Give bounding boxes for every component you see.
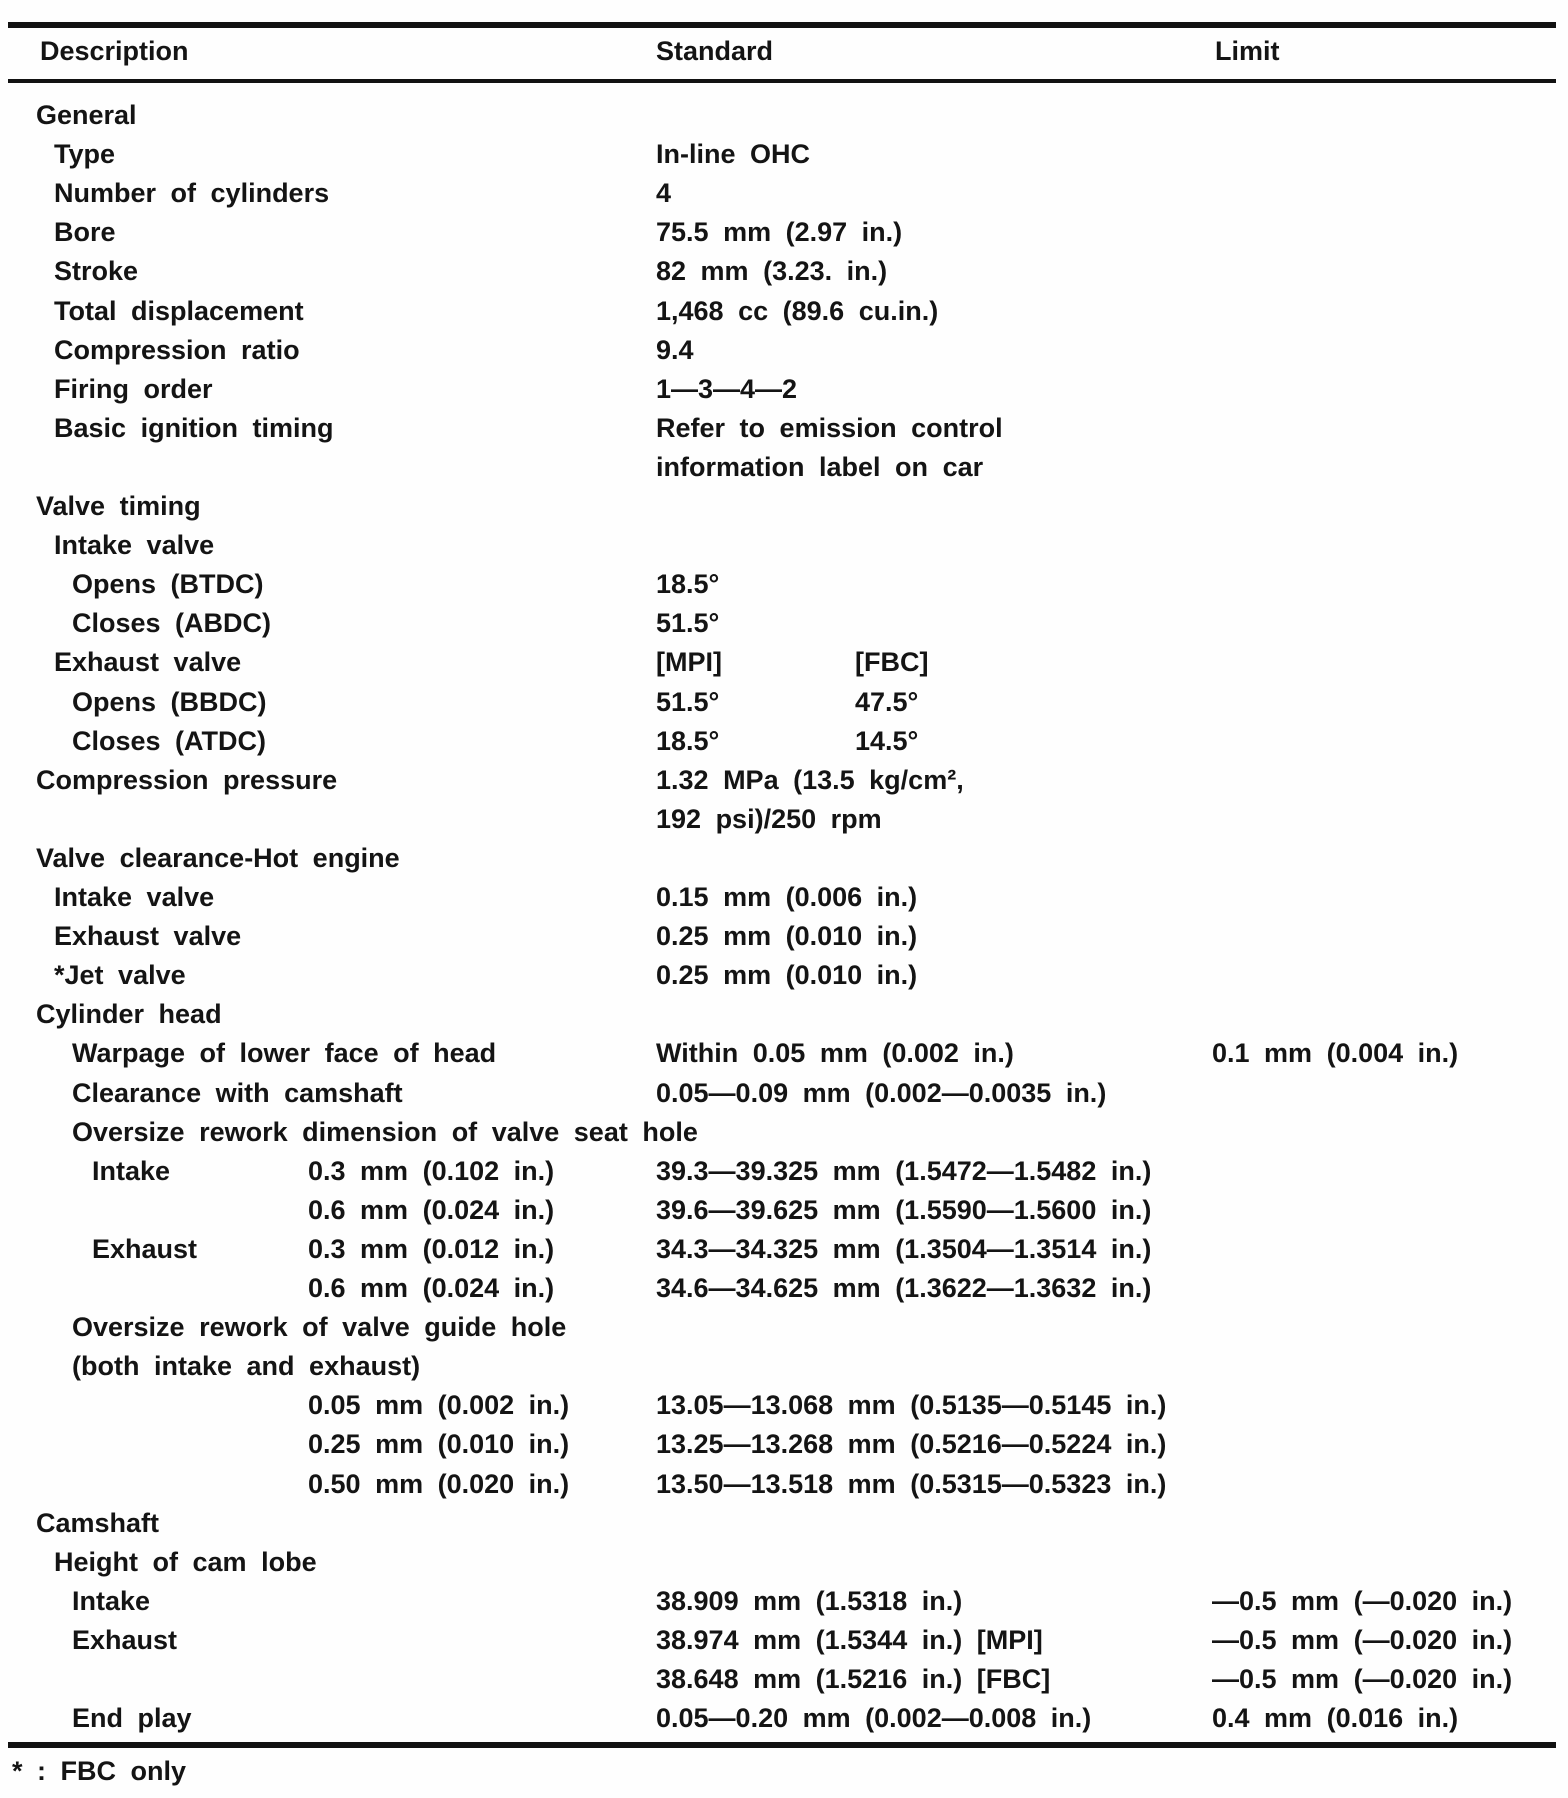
cell-std: 0.15 mm (0.006 in.) (656, 882, 918, 912)
table-row (0, 1547, 1568, 1586)
cell-std: 9.4 (656, 334, 694, 365)
cell-std: 82 mm (3.23. in.) (656, 256, 888, 287)
cell-std: 34.6—34.625 mm (1.3622—1.3632 in.) (656, 1273, 1152, 1303)
cell-std: 39.3—39.325 mm (1.5472—1.5482 in.) (656, 1155, 1152, 1186)
cell-limit: —0.5 mm (—0.020 in.) (1212, 1664, 1513, 1694)
table-row (0, 687, 1568, 726)
table-row (0, 178, 1568, 217)
cell-std: 18.5° (656, 569, 720, 600)
cell-desc: Closes (ATDC) (72, 725, 267, 756)
table-row (0, 1664, 1568, 1703)
table-row (0, 1038, 1568, 1077)
table-row (0, 1625, 1568, 1664)
table-row (0, 374, 1568, 413)
cell-std: 39.6—39.625 mm (1.5590—1.5600 in.) (656, 1194, 1152, 1225)
cell-desc: Number of cylinders (54, 178, 330, 209)
cell-std: 4 (656, 178, 672, 209)
cell-std: 0.05—0.09 mm (0.002—0.0035 in.) (656, 1077, 1107, 1108)
table-row (0, 569, 1568, 608)
cell-std: 0.25 mm (0.010 in.) (656, 960, 918, 991)
cell-desc: Opens (BBDC) (72, 686, 267, 717)
table-row (0, 726, 1568, 765)
cell-desc: Opens (BTDC) (72, 569, 264, 600)
cell-std: 1—3—4—2 (656, 373, 798, 404)
cell-desc: Stroke (54, 256, 139, 287)
cell-std2: [FBC] (855, 647, 929, 678)
cell-desc: Cylinder head (36, 999, 222, 1030)
table-row (0, 217, 1568, 256)
cell-std: 75.5 mm (2.97 in.) (656, 217, 903, 248)
cell-desc2: 0.6 mm (0.024 in.) (308, 1273, 555, 1303)
cell-desc2: 0.3 mm (0.102 in.) (308, 1155, 555, 1186)
cell-std: 51.5° (656, 686, 720, 717)
cell-limit: 0.4 mm (0.016 in.) (1212, 1703, 1459, 1734)
cell-desc2: 0.05 mm (0.002 in.) (308, 1390, 570, 1421)
cell-desc: Valve timing (36, 491, 201, 521)
table-row (0, 608, 1568, 647)
table-row (0, 1273, 1568, 1312)
top-rule (8, 22, 1556, 28)
table-row (0, 1234, 1568, 1273)
cell-desc: Intake valve (54, 882, 215, 912)
cell-desc: Exhaust valve (54, 647, 242, 678)
cell-std: 13.25—13.268 mm (0.5216—0.5224 in.) (656, 1429, 1167, 1460)
cell-desc2: 0.50 mm (0.020 in.) (308, 1468, 570, 1499)
cell-std: 38.648 mm (1.5216 in.) [FBC] (656, 1664, 1051, 1694)
cell-std: 38.909 mm (1.5318 in.) (656, 1585, 963, 1616)
cell-desc2: 0.25 mm (0.010 in.) (308, 1429, 570, 1460)
table-row (0, 452, 1568, 491)
cell-desc: Height of cam lobe (54, 1546, 317, 1577)
cell-desc: Intake (92, 1155, 171, 1186)
cell-desc: Closes (ABDC) (72, 608, 272, 639)
cell-std: Refer to emission control (656, 412, 1003, 443)
table-row (0, 256, 1568, 295)
table-row (0, 843, 1568, 882)
cell-desc: Oversize rework of valve guide hole (72, 1312, 567, 1343)
table-row (0, 960, 1568, 999)
table-row (0, 1351, 1568, 1390)
cell-desc: Exhaust (92, 1233, 198, 1264)
cell-desc: Camshaft (36, 1507, 160, 1538)
cell-desc: Firing order (54, 373, 213, 404)
table-row (0, 100, 1568, 139)
cell-std: [MPI] (656, 647, 722, 678)
cell-std: 192 psi)/250 rpm (656, 803, 882, 834)
cell-std: 1.32 MPa (13.5 kg/cm², (656, 764, 964, 795)
column-header-limit: Limit (1215, 36, 1280, 66)
table-row (0, 1429, 1568, 1468)
cell-desc: Compression pressure (36, 764, 338, 795)
cell-desc: (both intake and exhaust) (72, 1351, 421, 1382)
cell-std: Within 0.05 mm (0.002 in.) (656, 1038, 1014, 1069)
cell-desc: Intake valve (54, 530, 215, 561)
cell-std: 34.3—34.325 mm (1.3504—1.3514 in.) (656, 1233, 1152, 1264)
cell-limit: —0.5 mm (—0.020 in.) (1212, 1624, 1513, 1655)
cell-desc: *Jet valve (54, 960, 186, 991)
cell-desc: Warpage of lower face of head (72, 1038, 497, 1069)
cell-desc: Bore (54, 217, 116, 248)
cell-desc: Intake (72, 1585, 151, 1616)
cell-desc: Valve clearance-Hot engine (36, 842, 400, 873)
cell-desc: Oversize rework dimension of valve seat hole (72, 1116, 698, 1147)
cell-desc: Type (54, 139, 116, 170)
cell-std2: 14.5° (855, 725, 919, 756)
cell-desc2: 0.6 mm (0.024 in.) (308, 1194, 555, 1225)
cell-std: 13.50—13.518 mm (0.5315—0.5323 in.) (656, 1468, 1167, 1499)
cell-desc: Basic ignition timing (54, 412, 334, 443)
cell-std: 1,468 cc (89.6 cu.in.) (656, 295, 939, 326)
bottom-rule (8, 1742, 1556, 1748)
header-rule (8, 79, 1556, 83)
cell-std2: 47.5° (855, 686, 919, 717)
cell-desc: Exhaust (72, 1624, 178, 1655)
footnote: * : FBC only (12, 1756, 187, 1786)
cell-desc: General (36, 100, 137, 130)
table-row (0, 1586, 1568, 1625)
cell-std: In-line OHC (656, 139, 811, 170)
cell-desc: Total displacement (54, 295, 304, 326)
cell-std: 38.974 mm (1.5344 in.) [MPI] (656, 1624, 1043, 1655)
table-row (0, 1508, 1568, 1547)
cell-limit: 0.1 mm (0.004 in.) (1212, 1038, 1459, 1069)
column-header-description: Description (40, 36, 189, 66)
column-header-standard: Standard (656, 36, 774, 66)
table-row (0, 139, 1568, 178)
cell-std: 51.5° (656, 608, 720, 639)
cell-std: 13.05—13.068 mm (0.5135—0.5145 in.) (656, 1390, 1167, 1421)
table-row (0, 1703, 1568, 1742)
table-row (0, 921, 1568, 960)
table-row (0, 1117, 1568, 1156)
cell-std: 0.25 mm (0.010 in.) (656, 921, 918, 952)
table-row (0, 491, 1568, 530)
table-row (0, 1390, 1568, 1429)
cell-desc: Clearance with camshaft (72, 1077, 403, 1108)
table-row (0, 1156, 1568, 1195)
cell-desc: Exhaust valve (54, 921, 242, 952)
table-row (0, 296, 1568, 335)
table-row (0, 882, 1568, 921)
table-row (0, 1469, 1568, 1508)
cell-std: 18.5° (656, 725, 720, 756)
cell-std: information label on car (656, 451, 984, 482)
cell-limit: —0.5 mm (—0.020 in.) (1212, 1585, 1513, 1616)
cell-std: 0.05—0.20 mm (0.002—0.008 in.) (656, 1703, 1092, 1734)
cell-desc2: 0.3 mm (0.012 in.) (308, 1233, 555, 1264)
table-row (0, 1078, 1568, 1117)
table-row (0, 1195, 1568, 1234)
cell-desc: Compression ratio (54, 334, 300, 365)
table-row (0, 765, 1568, 804)
table-row (0, 1312, 1568, 1351)
table-row (0, 335, 1568, 374)
table-row (0, 804, 1568, 843)
table-row (0, 530, 1568, 569)
table-row (0, 999, 1568, 1038)
table-row (0, 647, 1568, 686)
table-row (0, 413, 1568, 452)
cell-desc: End play (72, 1703, 192, 1734)
